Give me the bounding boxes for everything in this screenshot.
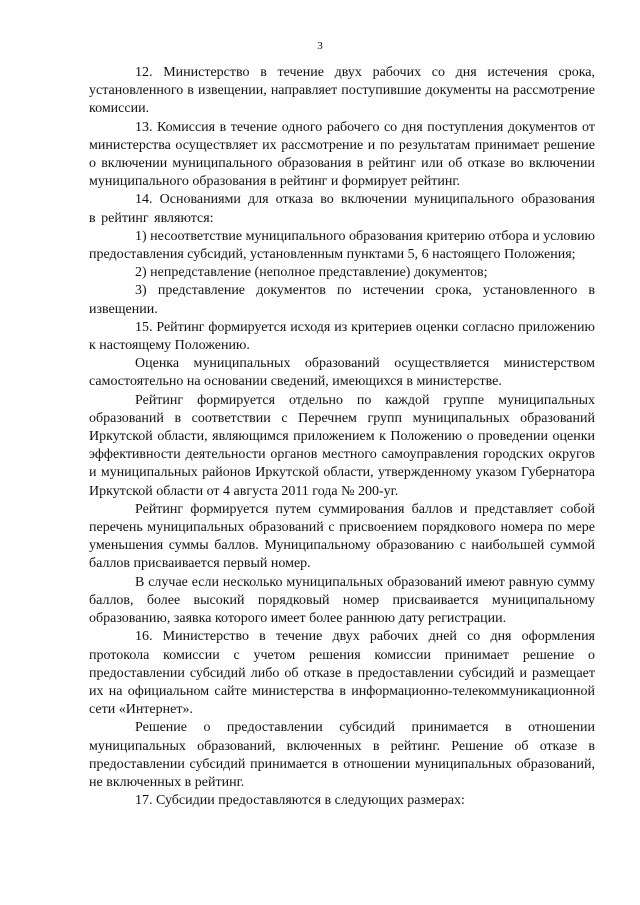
paragraph-rating-groups: Рейтинг формируется отдельно по каждой группе муниципальных образований в соответствии с Перечнем групп муниципальных образований Иркутской области, являющимся приложением к Положению о проведении оценки эффективности деятельности органов местного самоуправления городских округов и муниципальных районов Иркутской области, утвержденному указом Губернатора Иркутской области от 4 августа 2011 года № 200-уг. xyxy=(89,392,595,499)
page-number: 3 xyxy=(317,40,323,52)
paragraph-decision: Решение о предоставлении субсидий принимается в отношении муниципальных образований, включенных в рейтинг. Решение об отказе в предоставлении субсидий принимается в отношении муниципальных образований, не включенных в рейтинг. xyxy=(89,720,595,790)
paragraph-rating-sum: Рейтинг формируется путем суммирования баллов и представляет собой перечень муниципальных образований с присвоением порядкового номера по мере уменьшения суммы баллов. Муниципальному образованию с наибольшей суммой баллов присваивается первый номер. xyxy=(89,501,595,572)
list-item-1: 1) несоответствие муниципального образования критерию отбора и условию предоставления субсидий, установленным пунктами 5, 6 настоящего Положения; xyxy=(89,228,595,263)
list-item-2: 2) непредставление (неполное представление) документов; xyxy=(135,265,488,281)
paragraph-equal-score: В случае если несколько муниципальных образований имеют равную сумму баллов, более высокий порядковый номер присваивается муниципальному образованию, заявка которого имеет более раннюю дату регистрации. xyxy=(89,574,595,627)
list-item-3: 3) представление документов по истечении срока, установленного в извещении. xyxy=(89,283,595,317)
paragraph-12: 12. Министерство в течение двух рабочих со дня истечения срока, установленного в извещении, направляет поступившие документы на рассмотрение комиссии. xyxy=(89,65,595,117)
paragraph-15: 15. Рейтинг формируется исходя из критериев оценки согласно приложению к настоящему Положению. xyxy=(89,319,595,354)
paragraph-16: 16. Министерство в течение двух рабочих дней со дня оформления протокола комиссии с учетом решения комиссии принимает решение о предоставлении субсидий либо об отказе в предоставлении субсидий и размещает их на официальном сайте министерства в информационно-телекоммуникационной сети «Интернет». xyxy=(89,629,595,718)
paragraph-evaluation: Оценка муниципальных образований осуществляется министерством самостоятельно на основании сведений, имеющихся в министерстве. xyxy=(89,356,595,390)
paragraph-14: 14. Основаниями для отказа во включении муниципального образования в рейтинг являются: xyxy=(89,192,595,226)
paragraph-17: 17. Субсидии предоставляются в следующих размерах: xyxy=(135,793,465,809)
paragraph-13: 13. Комиссия в течение одного рабочего со дня поступления документов от министерства осуществляет их рассмотрение и по результатам принимает решение о включении муниципального образования в рейтинг или об отказе во включении муниципального образования в рейтинг и формирует рейтинг. xyxy=(89,119,595,190)
document-body xyxy=(89,64,595,810)
